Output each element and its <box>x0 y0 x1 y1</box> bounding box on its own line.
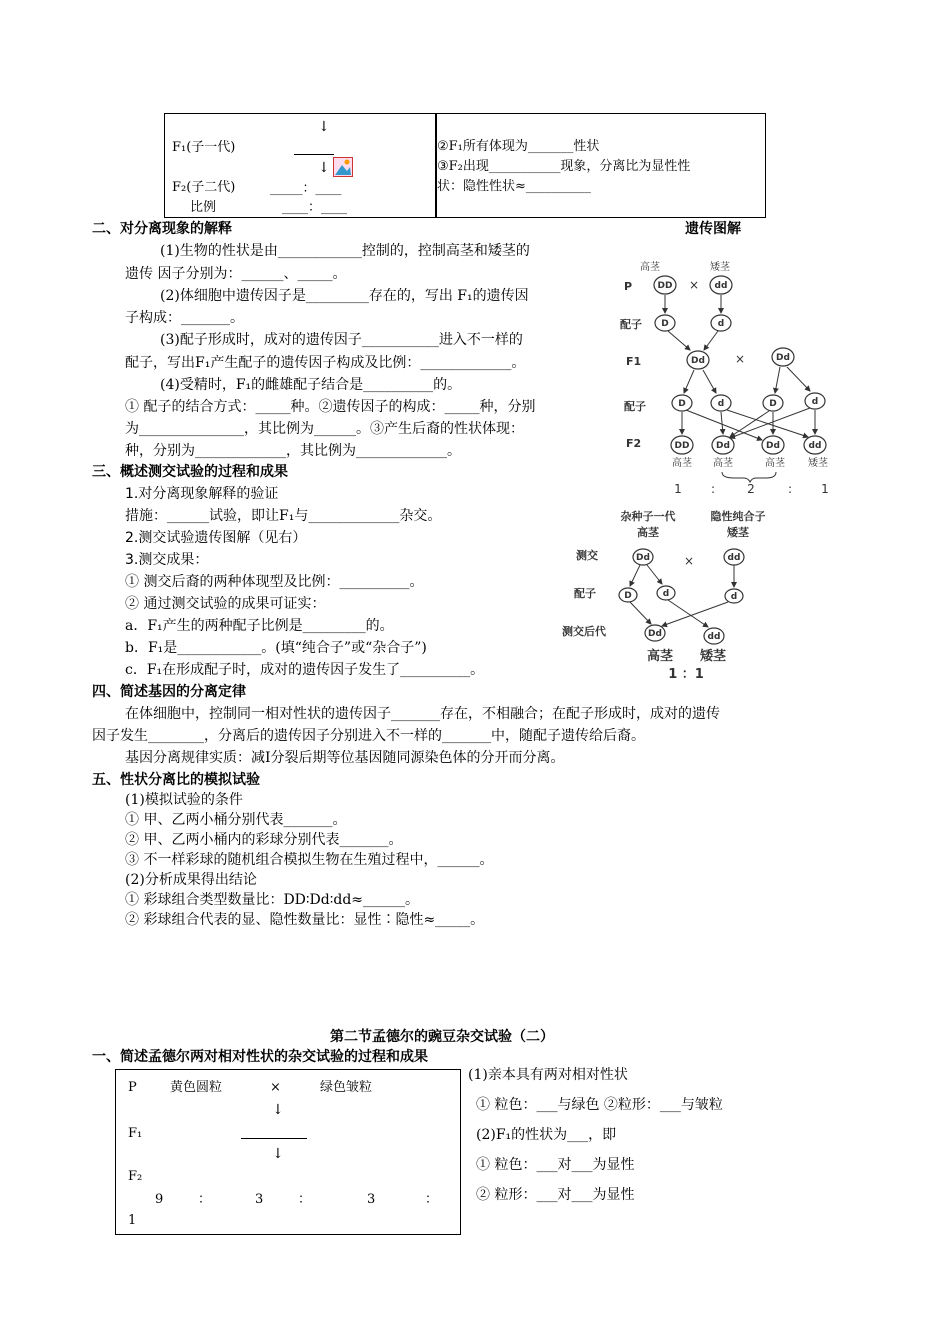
sec4-line2: 因子发生________，分离后的遗传因子分别进入不一样的_______中，随配子遗传给后裔。 <box>92 728 645 744</box>
dihybrid-cross-box <box>115 1069 461 1235</box>
gene-Dd: Dd <box>648 629 662 639</box>
image-placeholder-icon <box>333 157 353 177</box>
top-right-line2: ③F₂出现___________现象，分离比为显性性 <box>437 159 691 174</box>
sec2-line8: ① 配子的结合方式：_____种。②遗传因子的构成：_____种，分别 <box>125 399 536 415</box>
sec5-line5: (2)分析成果得出结论 <box>125 872 257 888</box>
gene-d: d <box>717 399 725 409</box>
gene-dd: dd <box>714 281 728 291</box>
sec2-line2: 遗传 因子分别为：______、_____。 <box>125 266 347 282</box>
box-ratio-colon: ： <box>198 1192 212 1207</box>
gene-Dd: Dd <box>636 553 650 563</box>
box-parent2: 绿色皱粒 <box>320 1080 373 1095</box>
ratio-1: 1 <box>674 482 682 496</box>
sec2-line1: (1)生物的性状是由____________控制的，控制高茎和矮茎的 <box>160 243 530 259</box>
sec3-line2: ① 测交后裔的两种体现型及比例：__________。 <box>125 574 424 590</box>
genetic-diagram <box>610 250 850 500</box>
f1-label: F₁(子一代) <box>172 140 236 155</box>
sec2-line6: 配子，写出F₁产生配子的遗传因子构成及比例：_____________。 <box>125 355 526 371</box>
label-testcross: 测交 <box>576 549 598 562</box>
box-f1-blank-line <box>241 1138 307 1139</box>
sec3-line1: 措施：______试验，即让F₁与_____________杂交。 <box>125 508 442 524</box>
sec5-line7: ② 彩球组合代表的显、隐性数量比：显性∶隐性≈_____。 <box>125 912 485 928</box>
sec4-line3: 基因分离规律实质：减Ⅰ分裂后期等位基因随同源染色体的分开而分离。 <box>125 750 565 766</box>
section5-title: 五、性状分离比的模拟试验 <box>92 772 260 788</box>
gene-d: d <box>730 592 738 602</box>
label-short: 矮茎 <box>710 262 730 273</box>
gene-dd: dd <box>707 632 721 642</box>
label-hybrid: 杂种子一代 <box>620 510 676 523</box>
top-right-line1: ②F₁所有体现为_______性状 <box>437 139 600 154</box>
gene-Dd: Dd <box>716 441 730 451</box>
part2-right-line4: ① 粒色：___对___为显性 <box>476 1157 635 1173</box>
box-parent1: 黄色圆粒 <box>170 1080 223 1095</box>
ratio-2: 2 <box>747 482 755 496</box>
part2-section1-title: 一、简述孟德尔两对相对性状的杂交试验的过程和成果 <box>92 1049 428 1065</box>
section2-title: 二、对分离现象的解释 <box>92 221 232 237</box>
part2-right-line1: (1)亲本具有两对相对性状 <box>468 1067 628 1083</box>
label-tall: 高茎 <box>646 649 674 664</box>
sec3-sub2: 2.测交试验遗传图解（见右） <box>125 530 307 546</box>
gene-dd: dd <box>727 553 741 563</box>
arrow-icon: ↓ <box>272 1146 284 1162</box>
part2-right-line5: ② 粒形：___对___为显性 <box>476 1187 635 1203</box>
part2-title: 第二节孟德尔的豌豆杂交试验（二） <box>330 1029 554 1045</box>
gene-d: d <box>662 589 670 599</box>
label-tall: 高茎 <box>672 458 692 469</box>
label-f2: F2 <box>626 437 642 450</box>
sec5-line2: ① 甲、乙两小桶分别代表_______。 <box>125 812 347 828</box>
testcross-diagram <box>558 505 808 685</box>
cross-icon: × <box>683 554 695 568</box>
label-gamete2: 配子 <box>624 400 646 413</box>
label-recessive: 隐性纯合子 <box>710 510 766 523</box>
label-gamete: 配子 <box>574 587 596 600</box>
sec3-sub3: 3.测交成果： <box>125 552 209 568</box>
label-p: P <box>624 280 633 293</box>
label-tall: 高茎 <box>765 458 785 469</box>
section4-title: 四、简述基因的分离定律 <box>92 684 246 700</box>
sec2-line9: 为_______________，其比例为______。③产生后裔的性状体现： <box>125 421 524 437</box>
gene-DD: DD <box>674 441 690 451</box>
label-gamete: 配子 <box>620 318 642 331</box>
box-f2-label: F₂ <box>128 1169 143 1184</box>
gene-D: D <box>769 399 777 409</box>
sec4-line1: 在体细胞中，控制同一相对性状的遗传因子_______存在，不相融合；在配子形成时，成对的遗传 <box>125 706 720 722</box>
f2-label: F₂(子二代) <box>172 180 236 195</box>
sec2-line5: (3)配子形成时，成对的遗传因子___________进入不一样的 <box>160 332 523 348</box>
gene-Dd: Dd <box>691 356 705 366</box>
ratio-label: 比例 <box>190 200 217 215</box>
sec2-line3: (2)体细胞中遗传因子是_________存在的，写出 F₁的遗传因 <box>160 288 529 304</box>
ratio-colon: : <box>787 482 793 496</box>
gene-d: d <box>717 319 725 329</box>
gene-dd: dd <box>808 441 822 451</box>
box-ratio-1: 1 <box>128 1213 137 1228</box>
box-p-label: P <box>128 1080 137 1095</box>
label-short: 矮茎 <box>808 458 828 469</box>
sec2-line7: (4)受精时，F₁的雌雄配子结合是__________的。 <box>160 377 462 393</box>
box-f1-label: F₁ <box>128 1126 143 1141</box>
ratio-text: 1 ：1 <box>668 667 704 682</box>
sec2-line4: 子构成：_______。 <box>125 310 244 326</box>
gene-DD: DD <box>657 281 673 291</box>
f1-blank-line <box>294 154 334 155</box>
label-tall: 高茎 <box>640 262 660 273</box>
box-ratio-3b: 3 <box>367 1192 376 1207</box>
sec5-line4: ③ 不一样彩球的随机组合模拟生物在生殖过程中，______。 <box>125 852 494 868</box>
sec5-line6: ① 彩球组合类型数量比：DD∶Dd∶dd≈______。 <box>125 892 420 908</box>
gene-D: D <box>661 319 669 329</box>
f2-ratio-blank: _____：____ <box>270 181 342 196</box>
sec5-line1: (1)模拟试验的条件 <box>125 792 243 808</box>
label-f1: F1 <box>626 355 642 368</box>
cross-icon: × <box>688 278 700 292</box>
label-short: 矮茎 <box>699 649 727 664</box>
label-short: 矮茎 <box>727 526 749 539</box>
gene-D: D <box>678 399 686 409</box>
label-offspring: 测交后代 <box>562 625 606 638</box>
box-ratio-colon: ： <box>298 1192 312 1207</box>
ratio-colon: : <box>710 482 716 496</box>
gene-Dd: Dd <box>776 353 790 363</box>
arrow-icon: ↓ <box>318 160 330 176</box>
cross-icon: × <box>734 352 746 366</box>
label-tall: 高茎 <box>637 526 659 539</box>
box-ratio-colon: ： <box>425 1192 439 1207</box>
sec3-line3: ② 通过测交试验的成果可证实： <box>125 596 326 612</box>
part2-right-line2: ① 粒色：___与绿色 ②粒形：___与皱粒 <box>476 1097 723 1113</box>
sec2-line10: 种，分别为_____________，其比例为_____________。 <box>125 443 461 459</box>
arrow-icon: ↓ <box>318 119 330 135</box>
figure-title: 遗传图解 <box>685 221 741 237</box>
gene-D: D <box>624 591 632 601</box>
box-ratio-3a: 3 <box>255 1192 264 1207</box>
part2-right-line3: (2)F₁的性状为___，即 <box>476 1127 617 1143</box>
gene-d: d <box>811 397 819 407</box>
ratio-blank: ____：____ <box>282 200 348 215</box>
box-ratio-9: 9 <box>155 1192 164 1207</box>
sec5-line3: ② 甲、乙两小桶内的彩球分别代表_______。 <box>125 832 403 848</box>
gene-Dd: Dd <box>766 441 780 451</box>
top-right-line3: 状：隐性性状≈__________ <box>437 179 591 194</box>
sec3-line4: a．F₁产生的两种配子比例是_________的。 <box>125 618 394 634</box>
sec3-line6: c．F₁在形成配子时，成对的遗传因子发生了__________。 <box>125 662 485 678</box>
label-tall: 高茎 <box>713 458 733 469</box>
sec3-sub1: 1.对分离现象解释的验证 <box>125 486 279 502</box>
ratio-1: 1 <box>821 482 829 496</box>
section3-title: 三、概述测交试验的过程和成果 <box>92 464 288 480</box>
sec3-line5: b．F₁是____________。(填“纯合子”或“杂合子”) <box>125 640 427 656</box>
arrow-icon: ↓ <box>272 1102 284 1118</box>
box-cross-icon: × <box>270 1080 281 1095</box>
